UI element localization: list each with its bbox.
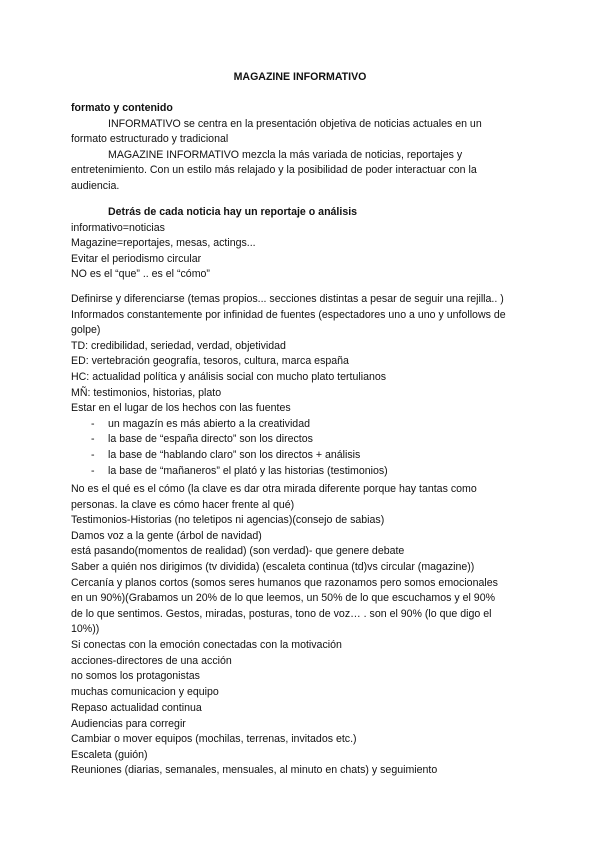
text-line: muchas comunicacion y equipo bbox=[71, 685, 219, 698]
text-line: No es el qué es el cómo (la clave es dar otra mirada diferente porque hay tantas como bbox=[71, 483, 477, 495]
text-line: ED: vertebración geografía, tesoros, cultura, marca españa bbox=[71, 355, 349, 368]
text-line: Testimonios-Historias (no teletipos ni agencias)(consejo de sabias) bbox=[71, 514, 385, 527]
text-line: acciones-directores de una acción bbox=[71, 654, 232, 667]
text-line: Repaso actualidad continua bbox=[71, 702, 202, 714]
text-line: está pasando(momentos de realidad) (son verdad)- que genere debate bbox=[71, 545, 405, 558]
paragraph-line: audiencia. bbox=[71, 179, 120, 192]
text-line: personas. la clave es cómo hacer frente al qué) bbox=[71, 498, 295, 511]
text-line: Estar en el lugar de los hechos con las fuentes bbox=[71, 402, 291, 415]
paragraph-line: INFORMATIVO se centra en la presentación objetiva de noticias actuales en un bbox=[108, 117, 482, 130]
text-line: 10%)) bbox=[71, 623, 100, 636]
text-line: en un 90%)(Grabamos un 20% de lo que leemos, un 50% de lo que escuchamos y el 90% bbox=[71, 592, 496, 605]
text-line: Informados constantemente por infinidad de fuentes (espectadores uno a uno y unfollows de bbox=[71, 308, 506, 321]
text-line: de lo que sentimos. Gestos, miradas, posturas, tono de voz… . son el 90% (lo que digo el bbox=[71, 607, 492, 620]
section-format-content bbox=[71, 101, 541, 195]
text-line: Cercanía y planos cortos (somos seres humanos que razonamos pero somos emocionales bbox=[71, 576, 498, 589]
text-line: Magazine=reportajes, mesas, actings... bbox=[71, 237, 256, 250]
text-line: TD: credibilidad, seriedad, verdad, objetividad bbox=[71, 339, 286, 352]
text-line: no somos los protagonistas bbox=[71, 670, 200, 683]
text-line: Damos voz a la gente (árbol de navidad) bbox=[71, 529, 262, 542]
text-line: Cambiar o mover equipos (mochilas, terrenas, invitados etc.) bbox=[71, 733, 357, 746]
text-line: Audiencias para corregir bbox=[71, 717, 186, 730]
list-item: - la base de “hablando claro” son los directos + análisis bbox=[71, 448, 541, 464]
section-how-not-what bbox=[71, 482, 541, 700]
text-line: Definirse y diferenciarse (temas propios... secciones distintas a pesar de seguir una rejilla.. ) bbox=[71, 293, 504, 305]
paragraph-line: formato estructurado y tradicional bbox=[71, 133, 229, 146]
text-line: MÑ: testimonios, historias, plato bbox=[71, 386, 222, 399]
section-define-differentiate bbox=[71, 292, 541, 479]
text-line: informativo=noticias bbox=[71, 221, 165, 234]
text-line: Escaleta (guión) bbox=[71, 748, 148, 761]
bullet-list bbox=[71, 417, 541, 479]
list-item: - la base de “españa directo” son los directos bbox=[71, 432, 541, 448]
section-heading: Detrás de cada noticia hay un reportaje o análisis bbox=[108, 206, 358, 218]
document-title: MAGAZINE INFORMATIVO bbox=[233, 71, 367, 83]
list-item: - un magazín es más abierto a la creatividad bbox=[71, 417, 541, 433]
text-line: Saber a quién nos dirigimos (tv dividida) (escaleta continua (td)vs circular (magazine)) bbox=[71, 560, 475, 573]
section-workflow bbox=[71, 701, 541, 779]
text-line: Reuniones (diarias, semanales, mensuales, al minuto en chats) y seguimiento bbox=[71, 764, 438, 777]
section-news-report bbox=[71, 205, 541, 283]
text-line: Evitar el periodismo circular bbox=[71, 252, 202, 265]
paragraph-line: MAGAZINE INFORMATIVO mezcla la más variada de noticias, reportajes y bbox=[108, 148, 463, 161]
text-line: golpe) bbox=[71, 324, 101, 337]
section-heading: formato y contenido bbox=[71, 102, 173, 114]
list-item: - la base de “mañaneros” el plató y las historias (testimonios) bbox=[71, 464, 541, 480]
text-line: HC: actualidad política y análisis social con mucho plato tertulianos bbox=[71, 370, 387, 383]
text-line: Si conectas con la emoción conectadas con la motivación bbox=[71, 638, 342, 651]
paragraph-line: entretenimiento. Con un estilo más relajado y la posibilidad de poder interactuar con la bbox=[71, 164, 477, 177]
text-line: NO es el “que” .. es el “cómo” bbox=[71, 268, 210, 281]
